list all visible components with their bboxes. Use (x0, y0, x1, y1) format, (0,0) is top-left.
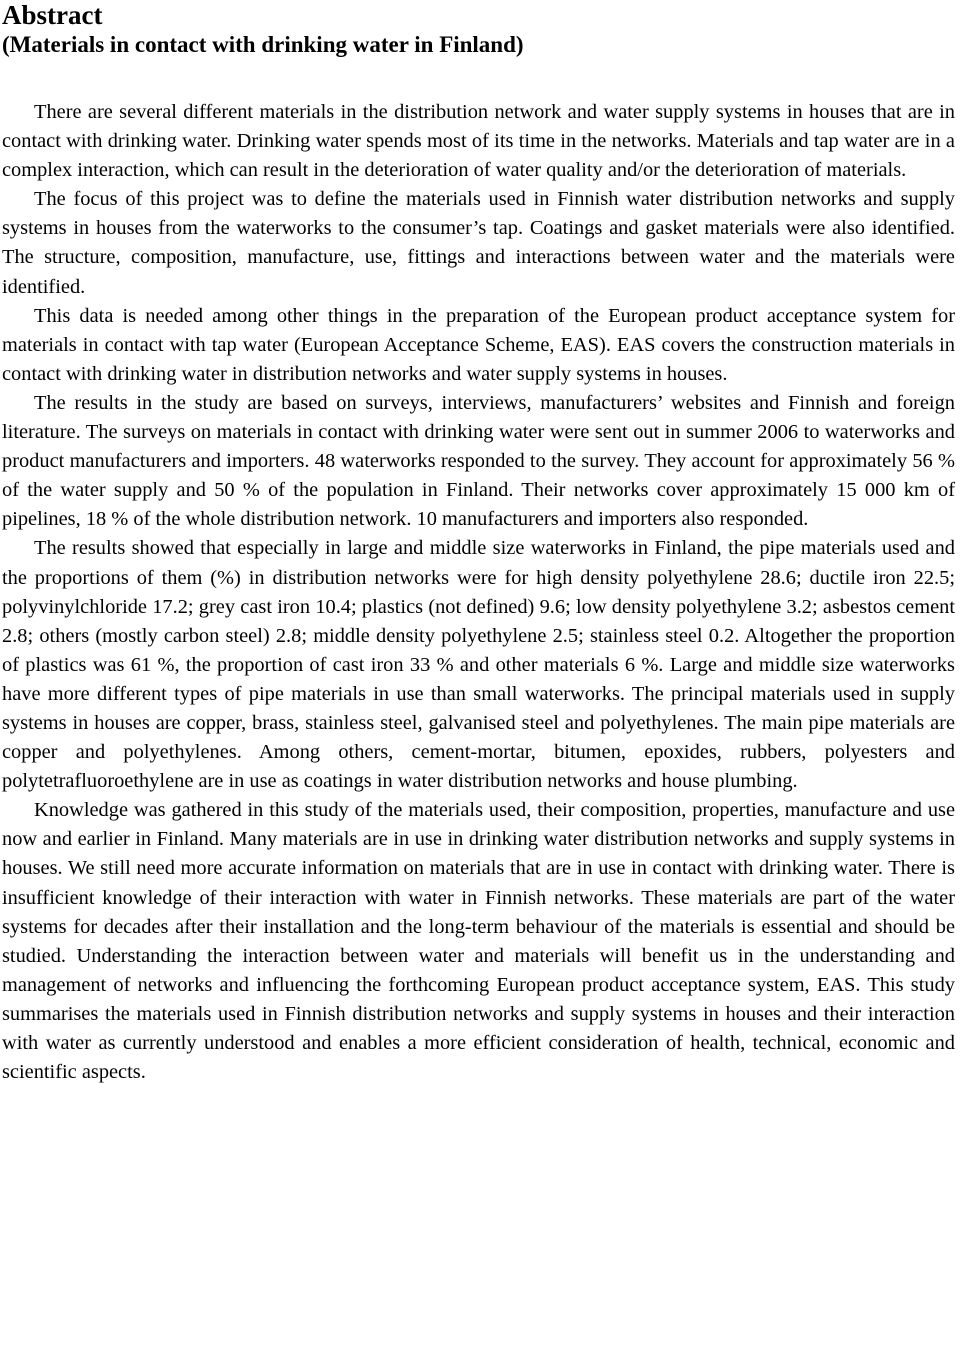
paragraph-conclusions: Knowledge was gathered in this study of the materials used, their composition, properties, manufacture and use now and earlier in Finland. Many materials are in use in drinking water distribution networks and supply systems in houses. We still need more accurate information on materials that are in use in contact with drinking water. There is insufficient knowledge of their interaction with water in Finnish networks. These materials are part of the water systems for decades after their installation and the long-term behaviour of the materials is essential and should be studied. Understanding the interaction between water and materials will benefit us in the understanding and management of networks and influencing the forthcoming European product acceptance system, EAS. This study summarises the materials used in Finnish distribution networks and supply systems in houses and their interaction with water as currently understood and enables a more efficient consideration of health, technical, economic and scientific aspects. (2, 799, 955, 1084)
abstract-body (2, 98, 955, 1087)
paragraph-eas-context: This data is needed among other things in the preparation of the European product acceptance system for materials in contact with tap water (European Acceptance Scheme, EAS). EAS covers the construction materials in contact with drinking water in distribution networks and water supply systems in houses. (2, 304, 955, 385)
abstract-subtitle: (Materials in contact with drinking water in Finland) (2, 32, 524, 57)
paragraph-project-focus: The focus of this project was to define the materials used in Finnish water distribution networks and supply systems in houses from the waterworks to the consumer’s tap. Coatings and gasket materials were also identified. The structure, composition, manufacture, use, fittings and interactions between water and the materials were identified. (2, 188, 955, 298)
paragraph-results: The results showed that especially in large and middle size waterworks in Finland, the pipe materials used and the proportions of them (%) in distribution networks were for high density polyethylene 28.6; ductile iron 22.5; polyvinylchloride 17.2; grey cast iron 10.4; plastics (not defined) 9.6; low density polyethylene 3.2; asbestos cement 2.8; others (mostly carbon steel) 2.8; middle density polyethylene 2.5; stainless steel 0.2. Altogether the proportion of plastics was 61 %, the proportion of cast iron 33 % and other materials 6 %. Large and middle size waterworks have more different types of pipe materials in use than small waterworks. The principal materials used in supply systems in houses are copper, brass, stainless steel, galvanised steel and polyethylenes. The main pipe materials are copper and polyethylenes. Among others, cement-mortar, bitumen, epoxides, rubbers, polyesters and polytetrafluoroethylene are in use as coatings in water distribution networks and house plumbing. (2, 537, 955, 793)
paragraph-materials-intro: There are several different materials in the distribution network and water supply systems in houses that are in contact with drinking water. Drinking water spends most of its time in the networks. Materials and tap water are in a complex interaction, which can result in the deterioration of water quality and/or the deterioration of materials. (2, 101, 955, 182)
paragraph-survey-methods: The results in the study are based on surveys, interviews, manufacturers’ websites and Finnish and foreign literature. The surveys on materials in contact with drinking water were sent out in summer 2006 to waterworks and product manufacturers and importers. 48 waterworks responded to the survey. They account for approximately 56 % of the water supply and 50 % of the population in Finland. Their networks cover approximately 15 000 km of pipelines, 18 % of the whole distribution network. 10 manufacturers and importers also responded. (2, 391, 955, 531)
abstract-heading: Abstract (2, 0, 103, 30)
